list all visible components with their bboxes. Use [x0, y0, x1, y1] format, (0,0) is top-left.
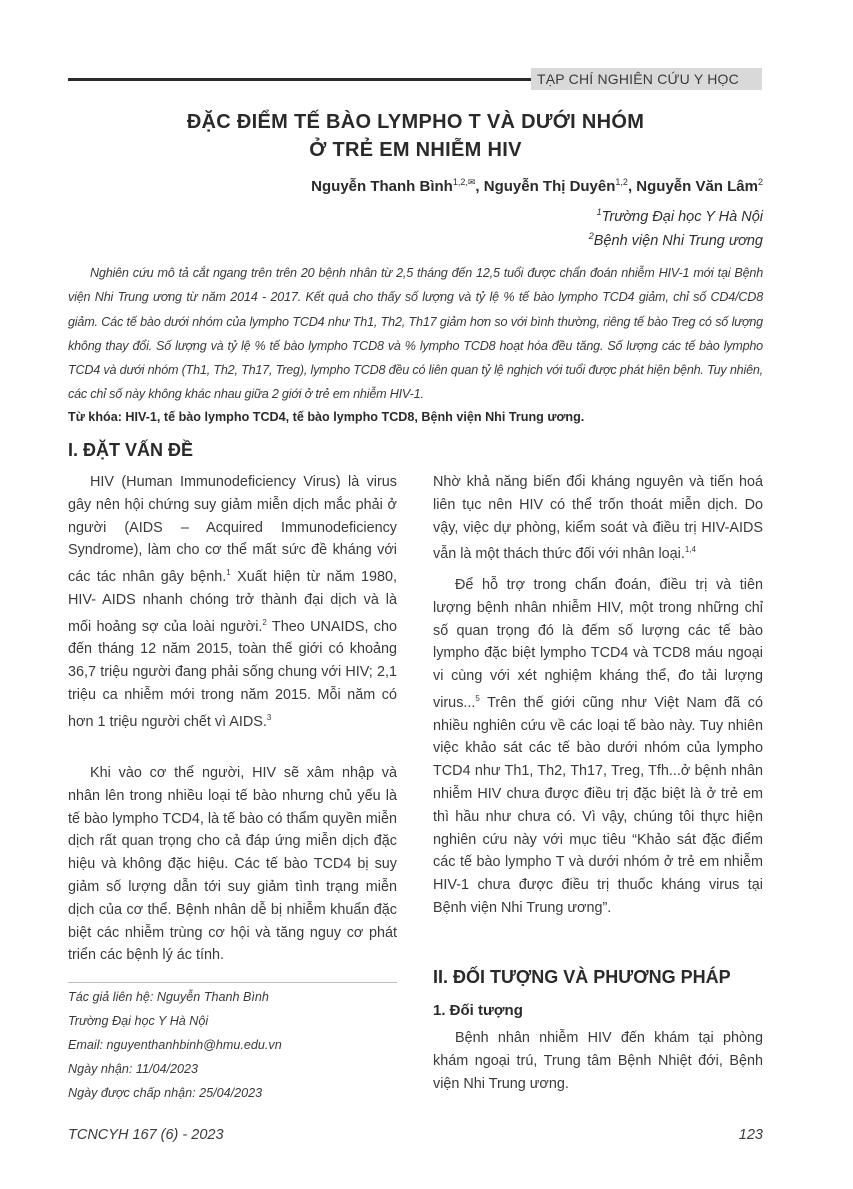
- intro-paragraph-1: [68, 471, 397, 733]
- author-affiliation-marks: 1,2,✉: [452, 177, 476, 187]
- author-separator: ,: [475, 178, 484, 195]
- affiliation-text: Trường Đại học Y Hà Nội: [601, 208, 763, 225]
- affiliation-text: Bệnh viện Nhi Trung ương: [593, 232, 763, 249]
- journal-name-tab: TẠP CHÍ NGHIÊN CỨU Y HỌC: [531, 68, 762, 90]
- footnote-divider: [68, 982, 397, 983]
- section-heading-methods: II. ĐỐI TƯỢNG VÀ PHƯƠNG PHÁP: [433, 967, 731, 987]
- paragraph-text: Theo UNAIDS, cho đến tháng 12 năm 2015, toàn thế giới có khoảng 36,7 triệu người đang phải sống chung với HIV; 2,1 triệu ca nhiễm mới trong năm 2015. Mỗi năm có hơn 1 triệu người chết vì AIDS.: [68, 618, 397, 730]
- header-rule: [68, 78, 531, 81]
- author-name: Nguyễn Văn Lâm: [636, 178, 758, 195]
- footer-citation: TCNCYH 167 (6) - 2023: [68, 1127, 224, 1143]
- intro-paragraph-4: [433, 574, 763, 920]
- author-affiliation-marks: 2: [757, 177, 763, 187]
- section-heading-introduction: I. ĐẶT VẤN ĐỀ: [68, 440, 194, 460]
- citation-ref: 2: [262, 617, 267, 627]
- citation-ref: 1: [226, 568, 231, 578]
- author-separator: ,: [627, 178, 637, 195]
- footnote-email: Email: nguyenthanhbinh@hmu.edu.vn: [68, 1038, 282, 1052]
- page-number: 123: [738, 1127, 763, 1143]
- article-title-line-2: Ở TRẺ EM NHIỄM HIV: [309, 139, 522, 161]
- affiliation-2: [589, 231, 763, 249]
- keywords: Từ khóa: HIV-1, tế bào lympho TCD4, tế bào lympho TCD8, Bệnh viện Nhi Trung ương.: [68, 410, 585, 424]
- footnote-corresponding-author: Tác giả liên hệ: Nguyễn Thanh Bình: [68, 990, 269, 1004]
- citation-ref: 1,4: [684, 545, 696, 555]
- footnote-institution: Trường Đại học Y Hà Nội: [68, 1014, 209, 1028]
- intro-paragraph-2: Khi vào cơ thể người, HIV sẽ xâm nhập và nhân lên trong nhiều loại tế bào nhưng chủ yếu là tế bào lympho TCD4, là tế bào có thẩm quyền miễn dịch rất quan trọng cho cả đáp ứng miễn dịch đặc hiệu và không đặc hiệu. Các tế bào TCD4 bị suy giảm số lượng dẫn tới suy giảm tình trạng miễn dịch của cơ thể. Bệnh nhân dễ bị nhiễm khuẩn đặc biệt các nhiễm trùng cơ hội và tăng nguy cơ phát triển các bệnh lý ác tính.: [68, 765, 397, 964]
- footnote-received-date: Ngày nhận: 11/04/2023: [68, 1062, 199, 1076]
- paragraph-text: Xuất hiện từ năm 1980, HIV- AIDS nhanh chóng trở thành đại dịch và là mối hoảng sợ của loài người.: [68, 568, 397, 635]
- footnote-accepted-date: Ngày được chấp nhận: 25/04/2023: [68, 1086, 263, 1100]
- affiliation-mark: 1: [596, 207, 602, 217]
- intro-paragraph-3: [433, 471, 763, 566]
- author-list: [311, 177, 763, 195]
- author-affiliation-marks: 1,2: [615, 177, 628, 187]
- article-title-line-1: ĐẶC ĐIỂM TẾ BÀO LYMPHO T VÀ DƯỚI NHÓM: [186, 111, 645, 133]
- citation-ref: 3: [266, 712, 272, 722]
- subsection-heading-subjects: 1. Đối tượng: [433, 1002, 523, 1019]
- author-name: Nguyễn Thanh Bình: [311, 178, 453, 195]
- paragraph-text: Để hỗ trợ trong chẩn đoán, điều trị và tiên lượng bệnh nhân nhiễm HIV, một trong những chỉ số quan trọng đó là đếm số lượng các tế bào lympho đặc biệt lympho TCD4 và TCD8 máu ngoại vi cùng với xét nghiệm kháng thể, đo tải lượng virus...: [433, 577, 763, 711]
- subjects-paragraph: Bệnh nhân nhiễm HIV đến khám tại phòng khám ngoại trú, Trung tâm Bệnh Nhiệt đới, Bệnh viện Nhi Trung ương.: [433, 1030, 763, 1092]
- paragraph-text: HIV (Human Immunodeficiency Virus) là virus gây nên hội chứng suy giảm miễn dịch mắc phải ở người (AIDS – Acquired Immunodeficiency Syndrome), làm cho cơ thể mất sức đề kháng với các tác nhân gây bệnh.: [68, 474, 397, 585]
- affiliation-1: [597, 207, 763, 225]
- paragraph-text: Nhờ khả năng biến đổi kháng nguyên và tiến hoá liên tục nên HIV có thể trốn thoát miễn dịch. Do vậy, việc dự phòng, kiểm soát và điều trị HIV-AIDS vẫn là một thách thức đối với nhân loại.: [433, 474, 763, 563]
- affiliation-mark: 2: [588, 231, 594, 241]
- author-name: Nguyễn Thị Duyên: [483, 178, 616, 195]
- paragraph-text: Trên thế giới cũng như Việt Nam đã có nhiều nghiên cứu về các loại tế bào này. Tuy nhiên việc khảo sát các tế bào dưới nhóm của lympho TCD4 như Th1, Th2, Th17, Treg, Tfh...ở bệnh nhân nhiễm HIV chưa được điều trị đặc biệt là ở trẻ em thì hầu như chưa có. Vì vậy, chúng tôi thực hiện nghiên cứu này với mục tiêu “Khảo sát đặc điểm các tế bào lympho T và dưới nhóm ở trẻ em nhiễm HIV-1 chưa được điều trị thuốc kháng virus tại Bệnh viện Nhi Trung ương”.: [433, 694, 763, 916]
- abstract: Nghiên cứu mô tả cắt ngang trên trên 20 bệnh nhân từ 2,5 tháng đến 12,5 tuổi được chẩn đoán nhiễm HIV-1 mới tại Bệnh viện Nhi Trung ương từ năm 2014 - 2017. Kết quả cho thấy số lượng và tỷ lệ % tế bào lympho TCD4 giảm, chỉ số CD4/CD8 giảm. Các tế bào dưới nhóm của lympho TCD4 như Th1, Th2, Th17 giảm hơn so với bình thường, riêng tế bào Treg có số lượng không thay đổi. Số lượng và tỷ lệ % tế bào lympho TCD8 và % lympho TCD8 hoạt hóa đều tăng. Số lượng các tế bào lympho TCD4 và dưới nhóm (Th1, Th2, Th17, Treg), lympho TCD8 đều có liên quan tỷ lệ nghịch với tuổi được phát hiện bệnh. Tuy nhiên, các chỉ số này không khác nhau giữa 2 giới ở trẻ em nhiễm HIV-1.: [68, 266, 763, 402]
- citation-ref: 5: [475, 693, 480, 703]
